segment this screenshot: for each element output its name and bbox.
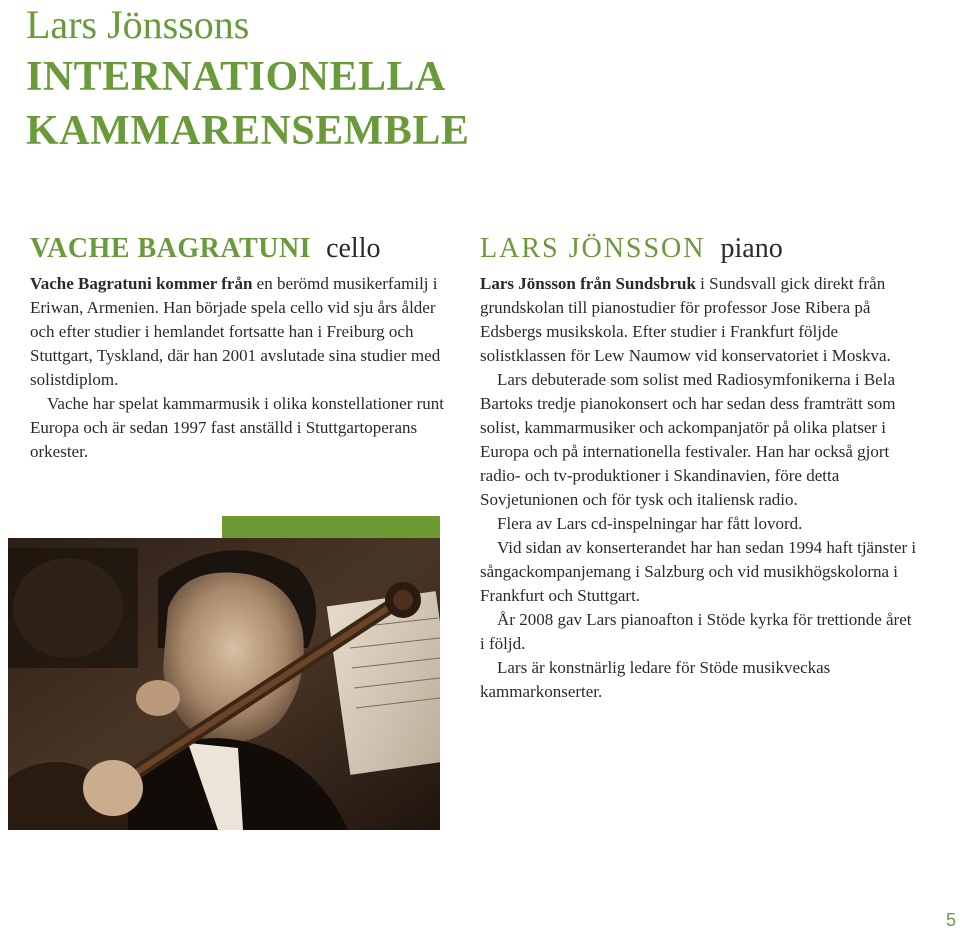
right-section-heading	[480, 230, 920, 268]
bio-paragraph: Lars är konstnärlig ledare för Stöde musikveckas kammarkonserter.	[480, 658, 831, 701]
instrument-piano: piano	[720, 233, 783, 264]
bio-paragraph: Vid sidan av konserterandet har han sedan 1994 haft tjänster i sångackompanjemang i Salzburg och vid musikhögskolorna i Frankfurt och Stuttgart.	[480, 538, 917, 605]
bio-text: en berömd musikerfamilj i Eriwan, Armenien. Han började spela cello vid sju års ålder och efter studier i hemlandet fortsatte han i Freiburg och Stuttgart, Tyskland, där han 2001 avslutade sina studier med solistdiplom.	[30, 274, 441, 389]
instrument-cello: cello	[326, 233, 381, 264]
bio-lead: Lars Jönsson från Sundsbruk	[480, 274, 696, 293]
bio-paragraph	[480, 272, 920, 368]
bio-lead: Vache Bagratuni kommer från	[30, 274, 253, 293]
left-column	[30, 230, 450, 464]
musician-name-jonsson: LARS JÖNSSON	[480, 233, 706, 264]
header-title-line2: KAMMARENSEMBLE	[26, 108, 470, 154]
bio-paragraph: Flera av Lars cd-inspelningar har fått lovord.	[497, 514, 803, 533]
left-section-heading	[30, 230, 450, 268]
bio-text: i Sundsvall gick direkt från grundskolan till pianostudier för professor Jose Ribera på Edsbergs musikskola. Efter studier i Frankfurt följde solistklassen för Lew Naumow vid konservatoriet i Moskva.	[480, 274, 891, 365]
header-title-line1: INTERNATIONELLA	[26, 54, 446, 100]
bio-paragraph: Lars debuterade som solist med Radiosymfonikerna i Bela Bartoks tredje pianokonsert och har sedan dess framträtt som solist, kammarmusiker och ackompanjatör på olika platser i Europa och på internationella festivaler. Han har också gjort radio- och tv-produktioner i Skandinavien, före detta Sovjetunionen och för tysk och italiensk radio.	[480, 370, 896, 509]
bio-paragraph: År 2008 gav Lars pianoafton i Stöde kyrka för trettionde året i följd.	[480, 610, 912, 653]
cellist-photo	[8, 538, 440, 830]
header-title	[26, 50, 469, 158]
page-number: 5	[945, 910, 956, 930]
bio-paragraph	[30, 272, 450, 392]
right-column	[480, 230, 920, 704]
bio-paragraph: Vache har spelat kammarmusik i olika konstellationer runt Europa och är sedan 1997 fast anställd i Stuttgartoperans orkester.	[30, 394, 445, 461]
header-pretitle: Lars Jönssons	[26, 2, 250, 47]
decorative-green-bar	[222, 516, 440, 538]
musician-name-bagratuni: VACHE BAGRATUNI	[30, 233, 312, 264]
